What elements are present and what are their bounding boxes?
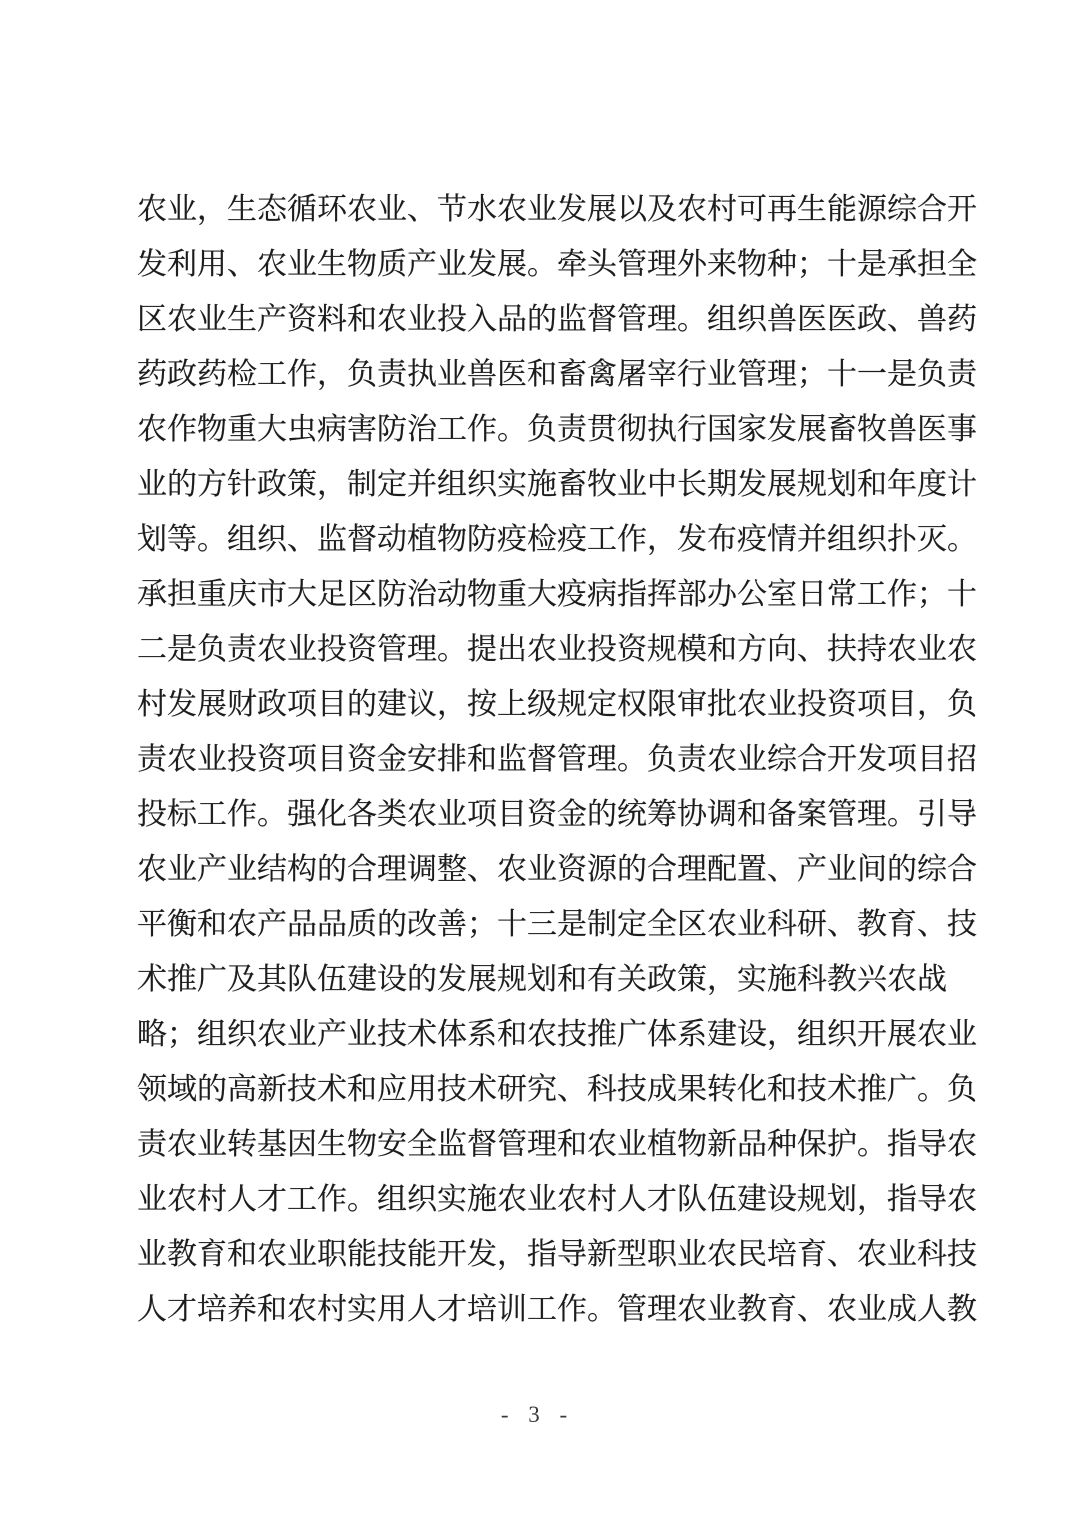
text-line: 平衡和农产品品质的改善；十三是制定全区农业科研、教育、技 [137, 908, 977, 941]
text-line: 农作物重大虫病害防治工作。负责贯彻执行国家发展畜牧兽医事 [137, 413, 977, 446]
text-line: 承担重庆市大足区防治动物重大疫病指挥部办公室日常工作；十 [137, 578, 977, 611]
text-line: 人才培养和农村实用人才培训工作。管理农业教育、农业成人教 [137, 1293, 977, 1326]
page-footer [0, 1402, 1075, 1428]
text-line: 业农村人才工作。组织实施农业农村人才队伍建设规划，指导农 [137, 1183, 977, 1216]
text-line: 农业产业结构的合理调整、农业资源的合理配置、产业间的综合 [137, 853, 977, 886]
text-line: 药政药检工作，负责执业兽医和畜禽屠宰行业管理；十一是负责 [137, 358, 977, 391]
text-line: 责农业投资项目资金安排和监督管理。负责农业综合开发项目招 [137, 743, 977, 776]
document-body [137, 182, 977, 1337]
text-line: 区农业生产资料和农业投入品的监督管理。组织兽医医政、兽药 [137, 303, 977, 336]
text-line: 划等。组织、监督动植物防疫检疫工作，发布疫情并组织扑灭。 [137, 523, 977, 556]
text-line: 二是负责农业投资管理。提出农业投资规模和方向、扶持农业农 [137, 633, 977, 666]
text-line: 发利用、农业生物质产业发展。牵头管理外来物种；十是承担全 [137, 248, 977, 281]
text-line: 略；组织农业产业技术体系和农技推广体系建设，组织开展农业 [137, 1018, 977, 1051]
text-line: 投标工作。强化各类农业项目资金的统筹协调和备案管理。引导 [137, 798, 977, 831]
text-line: 农业，生态循环农业、节水农业发展以及农村可再生能源综合开 [137, 193, 977, 226]
text-line: 领域的高新技术和应用技术研究、科技成果转化和技术推广。负 [137, 1073, 977, 1106]
page-number: - 3 - [500, 1402, 575, 1427]
text-line: 业的方针政策，制定并组织实施畜牧业中长期发展规划和年度计 [137, 468, 977, 501]
text-line: 术推广及其队伍建设的发展规划和有关政策，实施科教兴农战 [137, 963, 947, 996]
text-line: 业教育和农业职能技能开发，指导新型职业农民培育、农业科技 [137, 1238, 977, 1271]
text-line: 村发展财政项目的建议，按上级规定权限审批农业投资项目，负 [137, 688, 977, 721]
text-line: 责农业转基因生物安全监督管理和农业植物新品种保护。指导农 [137, 1128, 977, 1161]
